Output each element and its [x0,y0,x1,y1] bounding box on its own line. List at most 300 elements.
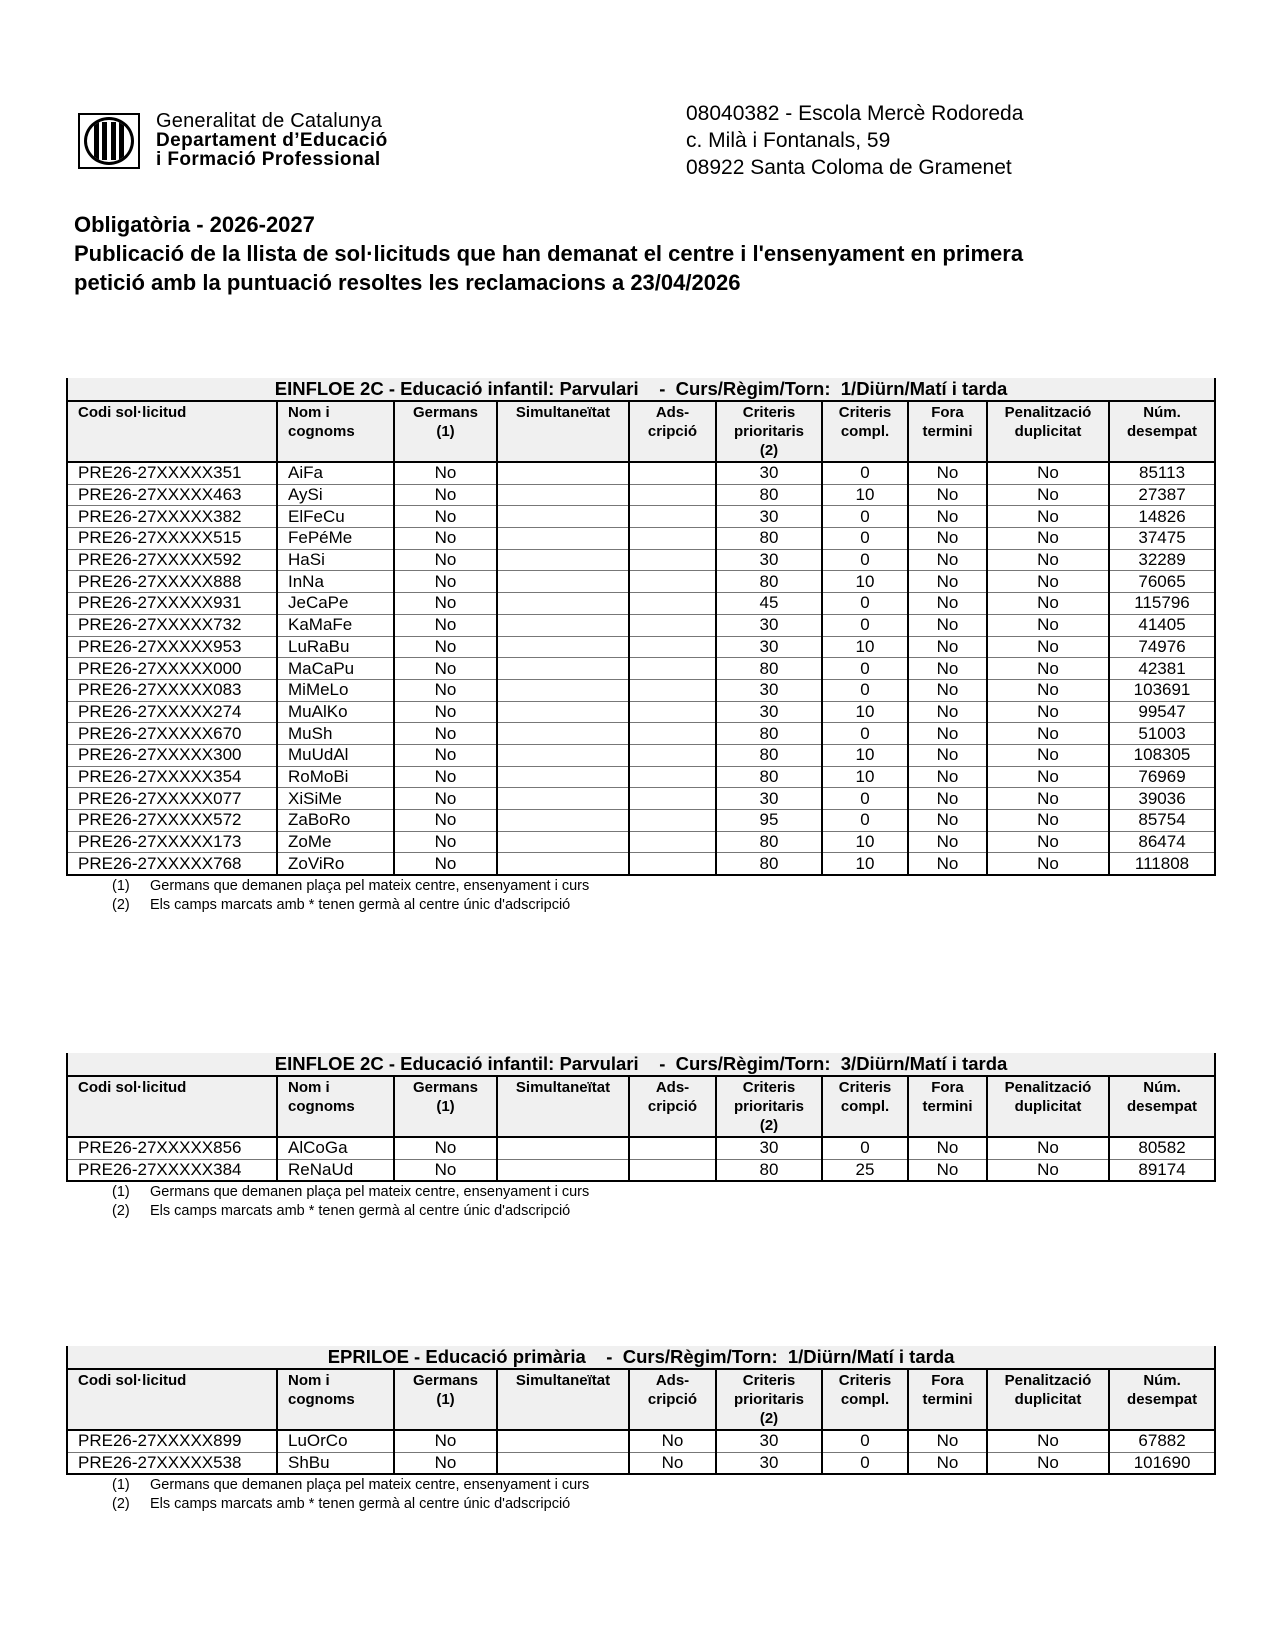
footnotes: (1) Germans que demanen plaça pel mateix centre, ensenyament i curs (2) Els camps marcats amb * tenen germà al centre únic d'adscripció [112,1184,590,1220]
cell-germans: No [394,549,497,571]
cell-germans: No [394,528,497,550]
cell-fora: No [908,571,987,593]
cell-compl: 0 [822,593,908,615]
generalitat-logo [78,112,388,169]
cell-num: 85754 [1109,810,1215,832]
cell-fora: No [908,766,987,788]
cell-prio: 30 [716,679,822,701]
cell-prio: 30 [716,614,822,636]
cell-simult [497,614,629,636]
cell-nom: MaCaPu [277,658,394,680]
footnote-2: Els camps marcats amb * tenen germà al centre únic d'adscripció [150,897,571,914]
cell-num: 99547 [1109,701,1215,723]
cell-fora: No [908,614,987,636]
cell-compl: 10 [822,853,908,875]
cell-ads [629,810,716,832]
cell-ads [629,679,716,701]
cell-ads [629,1137,716,1159]
cell-simult [497,679,629,701]
cell-codi: PRE26-27XXXXX000 [67,658,277,680]
col-germans: Germans (1) [394,1076,497,1137]
logo-line-1: Generalitat de Catalunya [156,110,383,132]
cell-germans: No [394,636,497,658]
cell-fora: No [908,658,987,680]
cell-ads [629,636,716,658]
cell-num: 41405 [1109,614,1215,636]
cell-codi: PRE26-27XXXXX931 [67,593,277,615]
cell-penal: No [987,853,1109,875]
cell-compl: 0 [822,788,908,810]
cell-penal: No [987,658,1109,680]
cell-compl: 10 [822,831,908,853]
cell-nom: ZoViRo [277,853,394,875]
table-row [67,788,1215,810]
school-info [686,100,1023,181]
cell-ads [629,701,716,723]
cell-nom: RoMoBi [277,766,394,788]
table-row [67,810,1215,832]
cell-codi: PRE26-27XXXXX768 [67,853,277,875]
cell-germans: No [394,1430,497,1452]
cell-simult [497,593,629,615]
cell-penal: No [987,788,1109,810]
footnote-1: Germans que demanen plaça pel mateix centre, ensenyament i curs [150,1477,590,1494]
cell-simult [497,766,629,788]
cell-num: 27387 [1109,484,1215,506]
table-row [67,658,1215,680]
section-caption: EPRILOE - Educació primària - Curs/Règim/Torn: 1/Diürn/Matí i tarda [67,1346,1215,1369]
cell-compl: 0 [822,528,908,550]
cell-num: 51003 [1109,723,1215,745]
cell-penal: No [987,593,1109,615]
cell-penal: No [987,679,1109,701]
cell-penal: No [987,810,1109,832]
col-fora-termini: Fora termini [908,1369,987,1430]
table-row [67,1452,1215,1474]
cell-compl: 0 [822,462,908,484]
cell-nom: MuSh [277,723,394,745]
cell-nom: ElFeCu [277,506,394,528]
cell-fora: No [908,1430,987,1452]
cell-codi: PRE26-27XXXXX354 [67,766,277,788]
col-penalitzacio: Penalització duplicitat [987,1369,1109,1430]
col-num-desempat: Núm. desempat [1109,1076,1215,1137]
cell-simult [497,506,629,528]
col-criteris-prioritaris: Criteris prioritaris (2) [716,1076,822,1137]
col-adscripcio: Ads- cripció [629,401,716,462]
footnote-1: Germans que demanen plaça pel mateix centre, ensenyament i curs [150,878,590,895]
cell-fora: No [908,831,987,853]
col-codi: Codi sol·licitud [67,401,277,462]
cell-fora: No [908,810,987,832]
cell-simult [497,549,629,571]
cell-fora: No [908,549,987,571]
cell-prio: 80 [716,723,822,745]
cell-compl: 10 [822,744,908,766]
cell-simult [497,831,629,853]
col-criteris-prioritaris: Criteris prioritaris (2) [716,1369,822,1430]
cell-penal: No [987,744,1109,766]
cell-ads [629,831,716,853]
col-penalitzacio: Penalització duplicitat [987,401,1109,462]
cell-simult [497,636,629,658]
cell-fora: No [908,484,987,506]
cell-prio: 30 [716,1137,822,1159]
section-einfloe-curs-3 [66,1053,1214,1221]
cell-germans: No [394,1159,497,1181]
table-row [67,506,1215,528]
cell-prio: 80 [716,1159,822,1181]
cell-compl: 0 [822,658,908,680]
cell-ads [629,549,716,571]
cell-codi: PRE26-27XXXXX953 [67,636,277,658]
title-line-3: petició amb la puntuació resoltes les reclamacions a 23/04/2026 [74,270,741,295]
cell-germans: No [394,506,497,528]
table-row [67,571,1215,593]
document-title [74,210,1023,297]
cell-prio: 80 [716,853,822,875]
cell-germans: No [394,853,497,875]
cell-penal: No [987,506,1109,528]
col-codi: Codi sol·licitud [67,1076,277,1137]
cell-fora: No [908,1159,987,1181]
table-row [67,701,1215,723]
cell-simult [497,462,629,484]
cell-codi: PRE26-27XXXXX077 [67,788,277,810]
table-row [67,723,1215,745]
col-adscripcio: Ads- cripció [629,1369,716,1430]
table-header-row [67,1369,1215,1430]
cell-compl: 0 [822,1430,908,1452]
footnotes: (1) Germans que demanen plaça pel mateix centre, ensenyament i curs (2) Els camps marcats amb * tenen germà al centre únic d'adscripció [112,878,590,914]
cell-codi: PRE26-27XXXXX300 [67,744,277,766]
cell-compl: 0 [822,1452,908,1474]
cell-germans: No [394,593,497,615]
cell-ads [629,1159,716,1181]
cell-nom: XiSiMe [277,788,394,810]
cell-fora: No [908,636,987,658]
cell-simult [497,1137,629,1159]
table-row [67,679,1215,701]
col-penalitzacio: Penalització duplicitat [987,1076,1109,1137]
cell-prio: 30 [716,701,822,723]
cell-nom: MuAlKo [277,701,394,723]
cell-num: 101690 [1109,1452,1215,1474]
cell-fora: No [908,788,987,810]
cell-nom: ZaBoRo [277,810,394,832]
section-caption: EINFLOE 2C - Educació infantil: Parvulari - Curs/Règim/Torn: 3/Diürn/Matí i tarda [67,1053,1215,1076]
cell-ads [629,528,716,550]
cell-ads [629,788,716,810]
footnotes: (1) Germans que demanen plaça pel mateix centre, ensenyament i curs (2) Els camps marcats amb * tenen germà al centre únic d'adscripció [112,1477,590,1513]
cell-germans: No [394,831,497,853]
cell-fora: No [908,679,987,701]
col-simultaneitat: Simultaneïtat [497,401,629,462]
section-epriloe-curs-1 [66,1346,1214,1514]
cell-penal: No [987,701,1109,723]
section-einfloe-curs-1 [66,378,1214,915]
col-criteris-compl: Criteris compl. [822,1076,908,1137]
footnote-1: Germans que demanen plaça pel mateix centre, ensenyament i curs [150,1184,590,1201]
cell-codi: PRE26-27XXXXX592 [67,549,277,571]
cell-codi: PRE26-27XXXXX351 [67,462,277,484]
cell-germans: No [394,723,497,745]
section-caption: EINFLOE 2C - Educació infantil: Parvulari - Curs/Règim/Torn: 1/Diürn/Matí i tarda [67,378,1215,401]
cell-germans: No [394,679,497,701]
table-row [67,1159,1215,1181]
cell-compl: 10 [822,484,908,506]
school-address: c. Milà i Fontanals, 59 [686,129,891,152]
cell-germans: No [394,744,497,766]
cell-ads [629,853,716,875]
cell-simult [497,528,629,550]
cell-num: 76969 [1109,766,1215,788]
cell-codi: PRE26-27XXXXX732 [67,614,277,636]
cell-prio: 80 [716,831,822,853]
cell-compl: 0 [822,723,908,745]
cell-ads [629,766,716,788]
table-row [67,614,1215,636]
cell-codi: PRE26-27XXXXX274 [67,701,277,723]
cell-germans: No [394,810,497,832]
footnote-2: Els camps marcats amb * tenen germà al centre únic d'adscripció [150,1203,571,1220]
cell-penal: No [987,462,1109,484]
logo-line-2: Departament d’Educació [156,130,388,151]
cell-num: 86474 [1109,831,1215,853]
cell-ads [629,658,716,680]
table-row [67,831,1215,853]
cell-germans: No [394,658,497,680]
table-row [67,484,1215,506]
cell-prio: 30 [716,788,822,810]
cell-codi: PRE26-27XXXXX083 [67,679,277,701]
cell-num: 103691 [1109,679,1215,701]
table-row [67,1430,1215,1452]
applications-table [66,1053,1216,1182]
cell-fora: No [908,723,987,745]
cell-germans: No [394,1452,497,1474]
col-simultaneitat: Simultaneïtat [497,1369,629,1430]
cell-fora: No [908,853,987,875]
footnote-2: Els camps marcats amb * tenen germà al centre únic d'adscripció [150,1496,571,1513]
cell-compl: 0 [822,1137,908,1159]
col-nom: Nom i cognoms [277,1076,394,1137]
cell-prio: 30 [716,636,822,658]
table-row [67,766,1215,788]
cell-num: 42381 [1109,658,1215,680]
cell-penal: No [987,766,1109,788]
cell-penal: No [987,1452,1109,1474]
cell-simult [497,1430,629,1452]
cell-num: 108305 [1109,744,1215,766]
col-fora-termini: Fora termini [908,1076,987,1137]
cell-compl: 0 [822,679,908,701]
cell-num: 74976 [1109,636,1215,658]
table-row [67,549,1215,571]
cell-germans: No [394,462,497,484]
cell-germans: No [394,788,497,810]
cell-ads [629,462,716,484]
cell-penal: No [987,549,1109,571]
cell-nom: ZoMe [277,831,394,853]
cell-codi: PRE26-27XXXXX173 [67,831,277,853]
cell-germans: No [394,484,497,506]
cell-prio: 30 [716,1430,822,1452]
cell-codi: PRE26-27XXXXX515 [67,528,277,550]
cell-nom: KaMaFe [277,614,394,636]
cell-ads [629,484,716,506]
cell-penal: No [987,571,1109,593]
cell-nom: MuUdAl [277,744,394,766]
col-simultaneitat: Simultaneïtat [497,1076,629,1137]
cell-simult [497,744,629,766]
cell-codi: PRE26-27XXXXX382 [67,506,277,528]
cell-codi: PRE26-27XXXXX899 [67,1430,277,1452]
cell-nom: InNa [277,571,394,593]
cell-compl: 0 [822,614,908,636]
cell-codi: PRE26-27XXXXX384 [67,1159,277,1181]
cell-num: 80582 [1109,1137,1215,1159]
cell-prio: 30 [716,1452,822,1474]
cell-ads: No [629,1430,716,1452]
cell-ads [629,744,716,766]
cell-prio: 80 [716,766,822,788]
cell-prio: 80 [716,571,822,593]
cell-compl: 25 [822,1159,908,1181]
cell-prio: 80 [716,744,822,766]
cell-codi: PRE26-27XXXXX538 [67,1452,277,1474]
cell-num: 89174 [1109,1159,1215,1181]
cell-ads [629,614,716,636]
cell-codi: PRE26-27XXXXX572 [67,810,277,832]
cell-simult [497,1452,629,1474]
cell-ads [629,723,716,745]
cell-ads [629,571,716,593]
applications-table [66,1346,1216,1475]
school-name: 08040382 - Escola Mercè Rodoreda [686,102,1024,125]
cell-fora: No [908,701,987,723]
col-criteris-compl: Criteris compl. [822,1369,908,1430]
cell-penal: No [987,1430,1109,1452]
cell-simult [497,658,629,680]
col-germans: Germans (1) [394,1369,497,1430]
cell-nom: HaSi [277,549,394,571]
cell-prio: 80 [716,484,822,506]
cell-num: 111808 [1109,853,1215,875]
cell-compl: 10 [822,571,908,593]
cell-num: 37475 [1109,528,1215,550]
cell-codi: PRE26-27XXXXX888 [67,571,277,593]
cell-simult [497,788,629,810]
cell-compl: 0 [822,506,908,528]
cell-num: 67882 [1109,1430,1215,1452]
cell-fora: No [908,462,987,484]
cell-nom: LuRaBu [277,636,394,658]
cell-fora: No [908,1137,987,1159]
col-adscripcio: Ads- cripció [629,1076,716,1137]
cell-penal: No [987,528,1109,550]
table-row [67,1137,1215,1159]
cell-nom: AlCoGa [277,1137,394,1159]
col-num-desempat: Núm. desempat [1109,1369,1215,1430]
cell-simult [497,853,629,875]
table-row [67,593,1215,615]
col-nom: Nom i cognoms [277,1369,394,1430]
cell-germans: No [394,571,497,593]
cell-prio: 80 [716,528,822,550]
cell-penal: No [987,723,1109,745]
cell-nom: AiFa [277,462,394,484]
cell-penal: No [987,1137,1109,1159]
cell-germans: No [394,1137,497,1159]
table-row [67,744,1215,766]
cell-simult [497,484,629,506]
col-criteris-prioritaris: Criteris prioritaris (2) [716,401,822,462]
cell-simult [497,1159,629,1181]
logo-line-3: i Formació Professional [156,149,381,170]
cell-fora: No [908,506,987,528]
cell-nom: FePéMe [277,528,394,550]
cell-fora: No [908,744,987,766]
table-row [67,462,1215,484]
col-fora-termini: Fora termini [908,401,987,462]
cell-num: 85113 [1109,462,1215,484]
cell-compl: 10 [822,636,908,658]
cell-prio: 30 [716,549,822,571]
cell-prio: 30 [716,506,822,528]
table-row [67,636,1215,658]
cell-penal: No [987,1159,1109,1181]
cell-codi: PRE26-27XXXXX463 [67,484,277,506]
cell-num: 32289 [1109,549,1215,571]
cell-ads: No [629,1452,716,1474]
cell-num: 39036 [1109,788,1215,810]
col-codi: Codi sol·licitud [67,1369,277,1430]
cell-germans: No [394,614,497,636]
cell-germans: No [394,701,497,723]
cell-prio: 95 [716,810,822,832]
cell-simult [497,810,629,832]
table-row [67,853,1215,875]
table-header-row [67,1076,1215,1137]
cell-nom: ReNaUd [277,1159,394,1181]
cell-penal: No [987,614,1109,636]
col-nom: Nom i cognoms [277,401,394,462]
col-germans: Germans (1) [394,401,497,462]
cell-simult [497,723,629,745]
col-num-desempat: Núm. desempat [1109,401,1215,462]
cell-fora: No [908,593,987,615]
cell-num: 76065 [1109,571,1215,593]
cell-penal: No [987,831,1109,853]
cell-simult [497,571,629,593]
cell-codi: PRE26-27XXXXX856 [67,1137,277,1159]
cell-codi: PRE26-27XXXXX670 [67,723,277,745]
school-city: 08922 Santa Coloma de Gramenet [686,156,1012,179]
applications-table [66,378,1216,876]
col-criteris-compl: Criteris compl. [822,401,908,462]
cell-num: 115796 [1109,593,1215,615]
cell-compl: 10 [822,701,908,723]
cell-nom: MiMeLo [277,679,394,701]
cell-nom: LuOrCo [277,1430,394,1452]
cell-penal: No [987,636,1109,658]
cell-penal: No [987,484,1109,506]
cell-fora: No [908,528,987,550]
cell-compl: 0 [822,810,908,832]
cell-compl: 0 [822,549,908,571]
cell-fora: No [908,1452,987,1474]
